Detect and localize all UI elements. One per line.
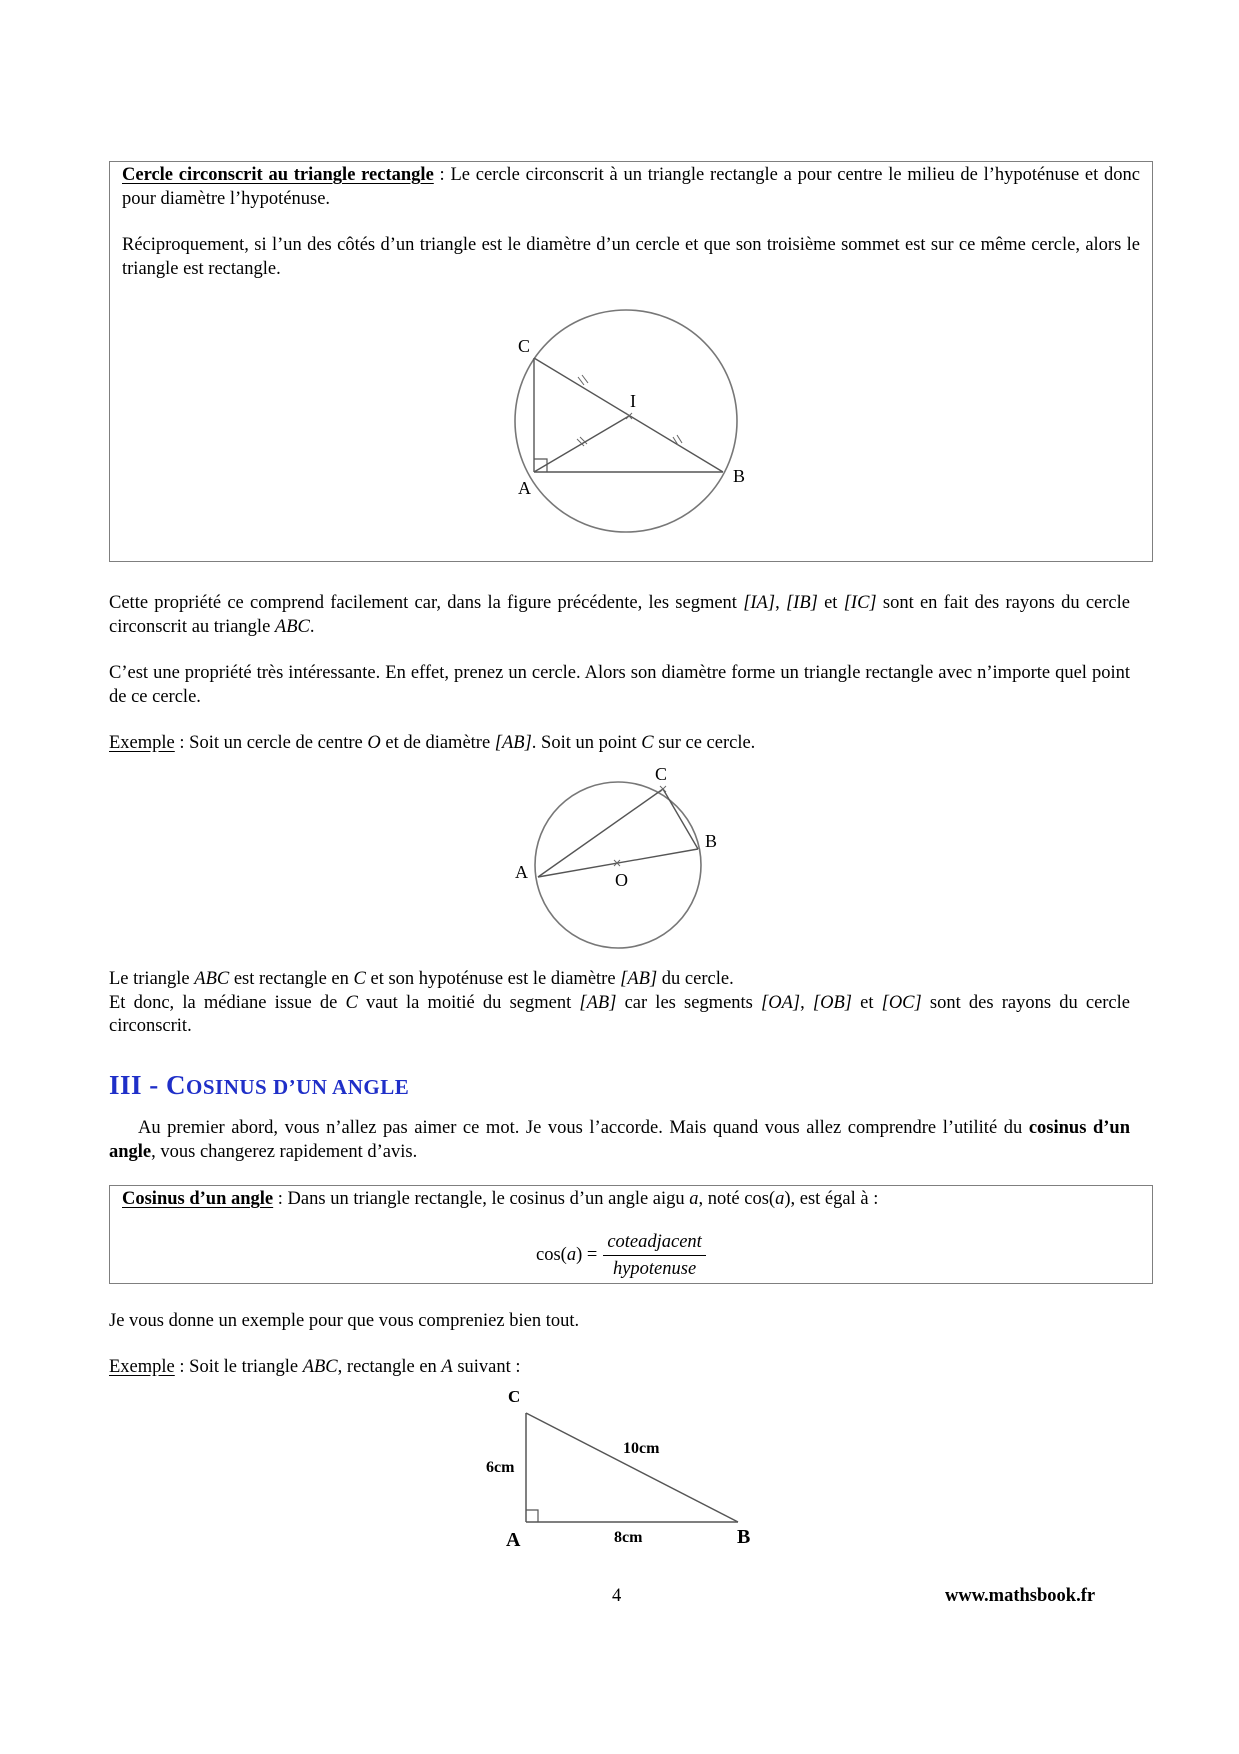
side-ab-length: 8cm — [614, 1529, 643, 1546]
label-i: I — [630, 391, 636, 411]
theorem-term: Cosinus d’un angle — [122, 1189, 274, 1209]
theorem-definition-text: Le cercle circonscrit à un triangle rectangle a pour centre le milieu de l’hypoténuse et donc pour diamètre l’hypoténuse. — [122, 165, 1141, 209]
fraction-numerator: coteadjacent — [603, 1231, 706, 1256]
figure-diameter-triangle — [505, 762, 730, 957]
label-c: C — [508, 1388, 521, 1406]
example-2-statement: Exemple : Soit le triangle ABC, rectangle en A suivant : — [109, 1357, 521, 1377]
cosinus-fraction — [603, 1231, 706, 1280]
example-1-label: Exemple — [109, 733, 175, 753]
section-heading: III - COSINUS D’UN ANGLE — [109, 1070, 410, 1100]
figure-circumcircle-right-triangle — [498, 298, 758, 558]
fraction-denominator: hypotenuse — [612, 1258, 697, 1279]
side-ac-length: 6cm — [486, 1459, 515, 1476]
right-angle-mark — [526, 1510, 538, 1522]
theorem-definition: Cercle circonscrit au triangle rectangle : Le cercle circonscrit à un triangle rectangle a pour centre le milieu de l’hypoténuse et donc pour diamètre l’hypoténuse. — [122, 165, 1141, 209]
segment-cb — [663, 789, 698, 849]
circumcircle — [515, 310, 737, 532]
cosinus-formula: cos( a ) = $\frac{\text{coteadjacent}}{\text{hypotenuse}}$ — [536, 1230, 706, 1280]
segment-bc — [526, 1413, 738, 1522]
paragraph-example-intro: Je vous donne un exemple pour que vous compreniez bien tout. — [109, 1311, 580, 1331]
label-o: O — [615, 870, 628, 890]
cosinus-definition: Cosinus d’un angle : Dans un triangle rectangle, le cosinus d’un angle aigu a, noté cos(a), est égal à : — [122, 1189, 879, 1209]
label-a: A — [506, 1529, 521, 1551]
example-1-statement: Exemple : Soit un cercle de centre O et de diamètre [AB]. Soit un point C sur ce cercle. — [109, 733, 756, 753]
paragraph-triangle-right: Le triangle ABC est rectangle en C et son hypoténuse est le diamètre [AB] du cercle. Et donc, la médiane issue de C vaut la moitié du segment [AB] car les segments [OA], [OB] et [OC] sont des rayons du cercle circonscrit. — [109, 969, 1130, 1036]
paragraph-interesting: C’est une propriété très intéressante. En effet, prenez un cercle. Alors son diamètre forme un triangle rectangle avec n’importe quel point de ce cercle. — [109, 663, 1130, 707]
label-c: C — [518, 336, 531, 356]
circle-o — [535, 782, 701, 948]
figure-right-triangle-abc — [480, 1388, 770, 1553]
example-2-label: Exemple — [109, 1357, 175, 1377]
theorem-box-circumcircle — [109, 161, 1153, 562]
theorem-term: Cercle circonscrit au triangle rectangle — [122, 165, 434, 185]
point-marks — [614, 786, 666, 866]
paragraph-property: Cette propriété ce comprend facilement car, dans la figure précédente, les segment [IA], [IB] et [IC] sont en fait des rayons du cercle circonscrit au triangle ABC. — [109, 593, 1130, 637]
side-bc-length: 10cm — [623, 1440, 660, 1457]
label-b: B — [705, 831, 718, 851]
cosinus-term: cosinus d’un angle — [109, 1118, 1130, 1162]
paragraph-cosinus-intro: Au premier abord, vous n’allez pas aimer ce mot. Je vous l’accorde. Mais quand vous allez comprendre l’utilité du cosinus d’un angle, vous changerez rapidement d’avis. — [109, 1118, 1130, 1162]
theorem-reciprocal: Réciproquement, si l’un des côtés d’un triangle est le diamètre d’un cercle et que son troisième sommet est sur ce même cercle, alors le triangle est rectangle. — [122, 235, 1140, 279]
label-b: B — [737, 1526, 751, 1548]
label-a: A — [515, 862, 528, 882]
label-c: C — [655, 764, 668, 784]
label-b: B — [733, 466, 746, 486]
segment-ac — [538, 789, 663, 877]
label-a: A — [518, 478, 531, 498]
website-link[interactable]: www.mathsbook.fr — [945, 1586, 1096, 1606]
page-number: 4 — [612, 1586, 622, 1606]
